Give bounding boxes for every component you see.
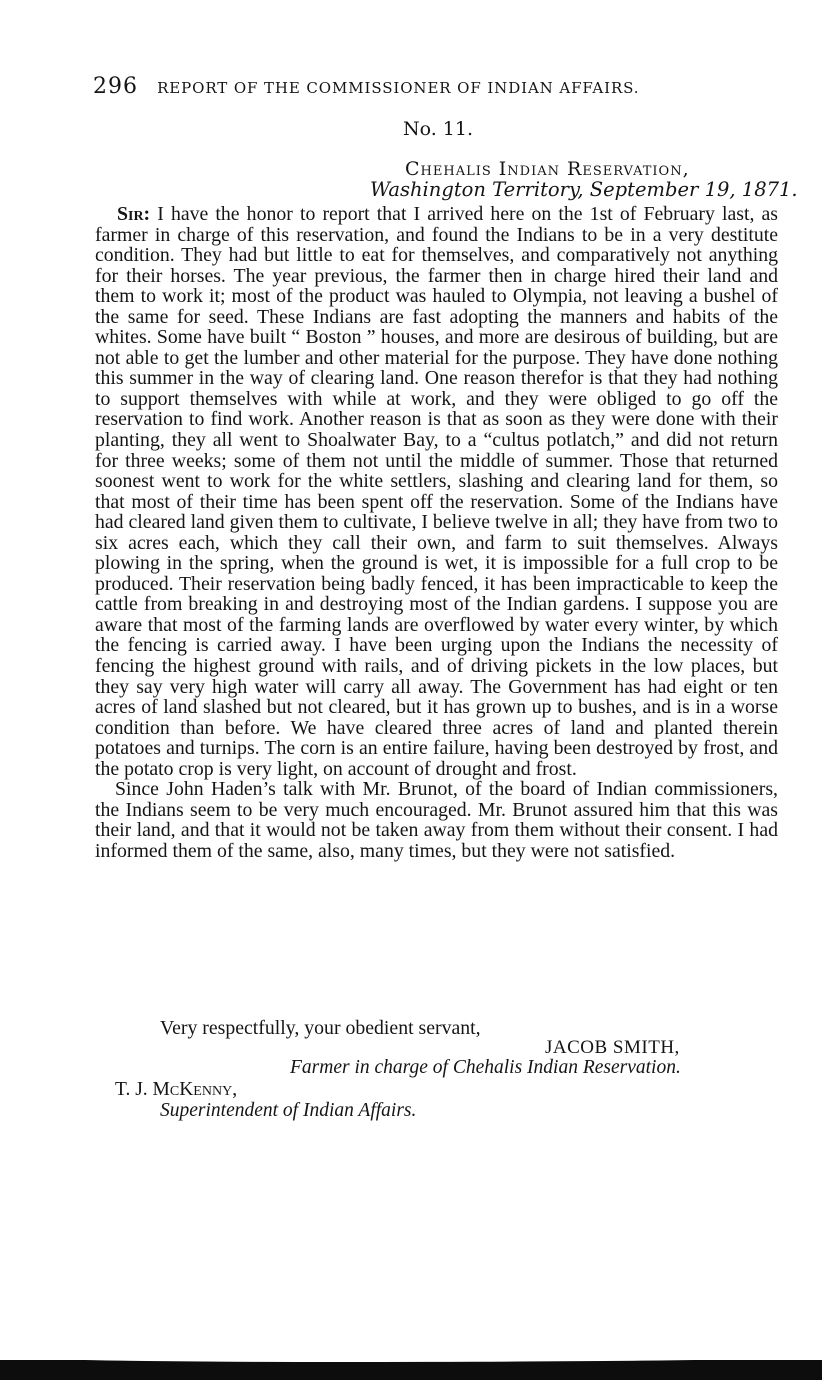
addressee-title: Superintendent of Indian Affairs. xyxy=(160,1100,417,1121)
signer-name: JACOB SMITH, xyxy=(545,1037,680,1058)
page-header xyxy=(93,74,783,99)
closing: Very respectfully, your obedient servant, xyxy=(160,1017,481,1039)
paragraph-text: Since John Haden’s talk with Mr. Brunot, of the board of Indian commissioners, the Indians seem to be very much encouraged. Mr. Brunot assured him that this was their land, and that it would not be taken away from them without their consent. I had informed them of the same, also, many times, but they were not satisfied. xyxy=(95,778,778,862)
letter-paragraph xyxy=(95,779,778,861)
letter-paragraph xyxy=(95,204,778,779)
addressee-name: T. J. McKenny, xyxy=(115,1079,238,1100)
running-title: REPORT OF THE COMMISSIONER OF INDIAN AFFAIRS. xyxy=(157,79,640,97)
letter-place: Chehalis Indian Reservation, xyxy=(405,158,690,180)
paragraph-text: I have the honor to report that I arrived here on the 1st of February last, as farmer in charge of this reservation, and found the Indians to be in a very destitute condition. They had but little to eat for themselves, and comparatively not anything for their horses. The year previous, the farmer then in charge hired their land and them to work it; most of the product was hauled to Olympia, not leaving a bushel of the same for seed. These Indians are fast adopting the manners and habits of the whites. Some have built “ Boston ” houses, and more are desirous of building, but are not able to get the lumber and other material for the purpose. They have done nothing this summer in the way of clearing land. One reason therefor is that they had nothing to support themselves with while at work, and they were obliged to go off the reservation to find work. Another reason is that as soon as they were done with their planting, they all went to Shoalwater Bay, to a “cultus potlatch,” and did not return for three weeks; some of them not until the middle of summer. Those that returned soonest went to work for the white settlers, slashing and clearing land for them, so that most of their time has been spent off the reservation. Some of the Indians have had cleared land given them to cultivate, I believe twelve in all; they have from two to six acres each, which they call their own, and farm to suit themselves. Always plowing in the spring, when the ground is wet, it is impossible for a full crop to be produced. Their reservation being badly fenced, it has been impracticable to keep the cattle from breaking in and destroying most of the Indian gardens. I suppose you are aware that most of the farming lands are overflowed by water every winter, by which the fencing is carried away. I have been urging upon the Indians the necessity of fencing the highest ground with rails, and of driving pickets in the low places, but they say very high water will carry all away. The Government has had eight or ten acres of land slashed but not cleared, but it has grown up to bushes, and is in a worse condition than before. We have cleared three acres of land and planted therein potatoes and turnips. The corn is an entire failure, having been destroyed by frost, and the potato crop is very light, on account of drought and frost. xyxy=(95,203,778,780)
page-number: 296 xyxy=(93,74,138,99)
signer-title: Farmer in charge of Chehalis Indian Reservation. xyxy=(290,1057,681,1078)
salutation: Sir: xyxy=(117,203,151,225)
letter-dateline: Washington Territory, September 19, 1871. xyxy=(370,178,798,201)
document-number: No. 11. xyxy=(403,118,474,140)
letter-body xyxy=(95,204,778,862)
scan-bottom-edge xyxy=(0,1360,822,1380)
